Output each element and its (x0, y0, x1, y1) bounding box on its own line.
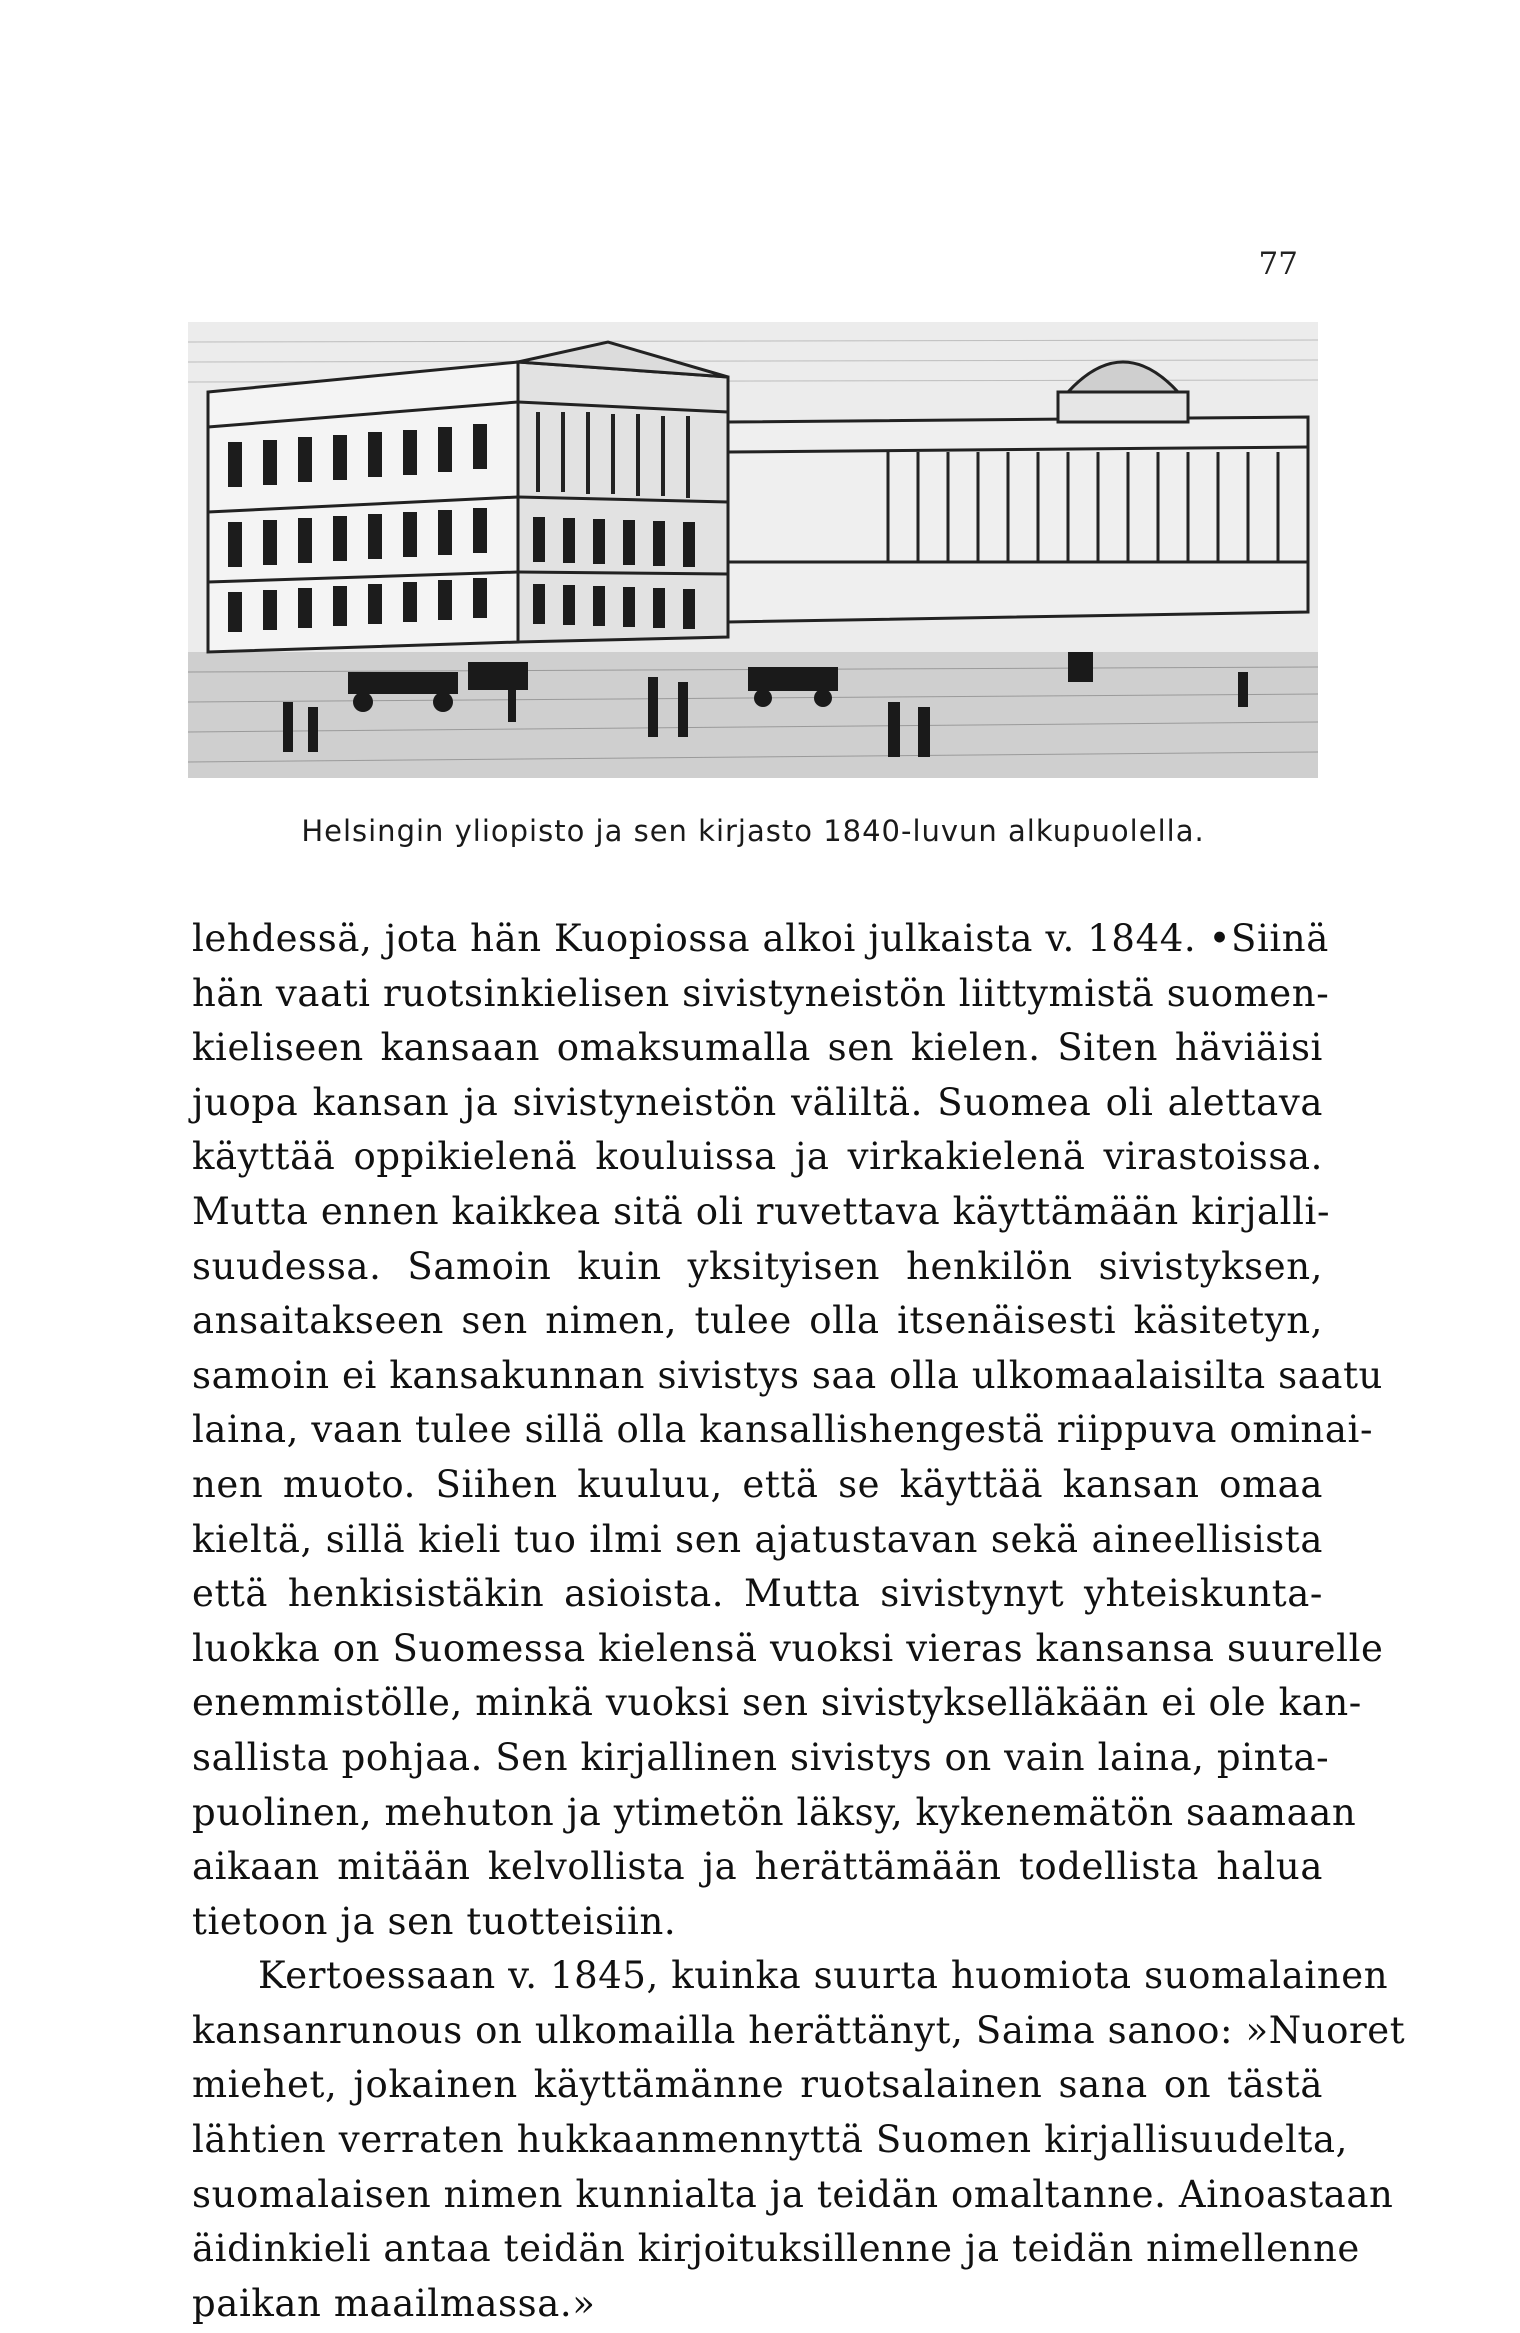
figure-caption: Helsingin yliopisto ja sen kirjasto 1840-luvun alkupuolella. (301, 814, 1205, 848)
text-line: enemmistölle, minkä vuoksi sen sivistykselläkään ei ole kan- (192, 1681, 1362, 1725)
text-line: paikan maailmassa.» (192, 2281, 596, 2325)
text-line: luokka on Suomessa kielensä vuoksi vieras kansansa suurelle (192, 1626, 1384, 1670)
text-line: lehdessä, jota hän Kuopiossa alkoi julkaista v. 1844. •Siinä (192, 917, 1329, 960)
paragraph-1 (192, 912, 1384, 1949)
text-line: Mutta ennen kaikkea sitä oli ruvettava käyttämään kirjalli- (192, 1189, 1331, 1233)
text-line: kansanrunous on ulkomailla herättänyt, Saima sanoo: »Nuoret (192, 2008, 1406, 2052)
text-line: suomalaisen nimen kunnialta ja teidän omaltanne. Ainoastaan (192, 2172, 1394, 2216)
text-line: lähtien verraten hukkaanmennyttä Suomen kirjallisuudelta, (192, 2118, 1348, 2162)
text-line: hän vaati ruotsinkielisen sivistyneistön liittymistä suomen- (192, 971, 1330, 1015)
text-line: äidinkieli antaa teidän kirjoituksillenne ja teidän nimellenne (192, 2227, 1360, 2271)
text-line: juopa kansan ja sivistyneistön väliltä. Suomea oli alettava (192, 1080, 1323, 1124)
text-line: ansaitakseen sen nimen, tulee olla itsenäisesti käsitetyn, (192, 1299, 1323, 1343)
paragraph-2 (192, 1949, 1406, 2331)
text-line: suudessa. Samoin kuin yksityisen henkilön sivistyksen, (192, 1244, 1323, 1288)
text-line: käyttää oppikielenä kouluissa ja virkakielenä virastoissa. (192, 1135, 1323, 1179)
text-line: samoin ei kansakunnan sivistys saa olla ulkomaalaisilta saatu (192, 1353, 1383, 1397)
text-line: että henkisistäkin asioista. Mutta sivistynyt yhteiskunta- (192, 1572, 1323, 1616)
page-number: 77 (1258, 246, 1298, 282)
text-line: Kertoessaan v. 1845, kuinka suurta huomiota suomalainen (258, 1954, 1389, 1998)
university-engraving-illustration (188, 322, 1318, 778)
body-text (192, 912, 1406, 2331)
text-line: laina, vaan tulee sillä olla kansallishengestä riippuva ominai- (192, 1408, 1374, 1452)
text-line: miehet, jokainen käyttämänne ruotsalainen sana on tästä (192, 2063, 1323, 2107)
text-line: aikaan mitään kelvollista ja herättämään todellista halua (192, 1845, 1323, 1889)
text-line: kieliseen kansaan omaksumalla sen kielen. Siten häviäisi (192, 1026, 1323, 1070)
text-line: sallista pohjaa. Sen kirjallinen sivistys on vain laina, pinta- (192, 1735, 1330, 1779)
text-line: puolinen, mehuton ja ytimetön läksy, kykenemätön saamaan (192, 1790, 1357, 1834)
text-line: nen muoto. Siihen kuuluu, että se käyttää kansan omaa (192, 1462, 1323, 1506)
text-line: tietoon ja sen tuotteisiin. (192, 1899, 677, 1943)
text-line: kieltä, sillä kieli tuo ilmi sen ajatustavan sekä aineellisista (192, 1517, 1323, 1561)
